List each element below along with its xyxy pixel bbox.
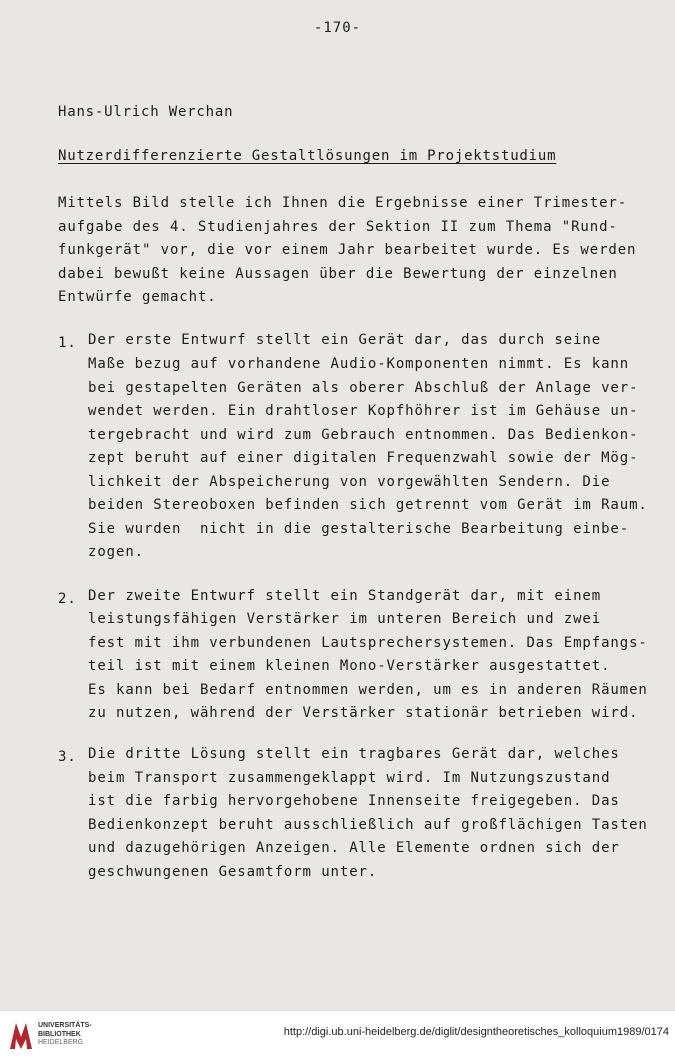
- list-line: bei gestapelten Geräten als oberer Abschluß der Anlage ver-: [88, 380, 639, 396]
- list-line: Der erste Entwurf stellt ein Gerät dar, das durch seine: [88, 332, 602, 348]
- list-line: tergebracht und wird zum Gebrauch entnommen. Das Bedienkon-: [88, 427, 639, 443]
- list-line: Sie wurden nicht in die gestalterische Bearbeitung einbe-: [88, 521, 630, 537]
- list-line: Bedienkonzept beruht ausschließlich auf großflächigen Tasten: [88, 817, 648, 833]
- list-marker: 1.: [58, 335, 77, 351]
- list-line: fest mit ihm verbundenen Lautsprechersystemen. Das Empfangs-: [88, 635, 648, 651]
- library-name: [38, 1022, 92, 1048]
- list-line: zu nutzen, während der Verstärker stationär betrieben wird.: [88, 705, 639, 721]
- intro-line: Entwürfe gemacht.: [58, 289, 217, 305]
- source-url-link[interactable]: http://digi.ub.uni-heidelberg.de/diglit/designtheoretisches_kolloquium1989/0174: [283, 1026, 669, 1038]
- list-line: teil ist mit einem kleinen Mono-Verstärker ausgestattet.: [88, 658, 611, 674]
- list-line: zept beruht auf einer digitalen Frequenzwahl sowie der Mög-: [88, 450, 639, 466]
- article-title: Nutzerdifferenzierte Gestaltlösungen im Projektstudium: [58, 148, 557, 164]
- list-line: und dazugehörigen Anzeigen. Alle Elemente ordnen sich der: [88, 840, 620, 856]
- library-logo-icon: [8, 1019, 34, 1051]
- list-marker: 2.: [58, 591, 77, 607]
- list-line: Der zweite Entwurf stellt ein Standgerät dar, mit einem: [88, 588, 602, 604]
- list-line: Die dritte Lösung stellt ein tragbares Gerät dar, welches: [88, 746, 620, 762]
- list-line: geschwungenen Gesamtform unter.: [88, 864, 378, 880]
- list-line: leistungsfähigen Verstärker im unteren Bereich und zwei: [88, 611, 602, 627]
- list-marker: 3.: [58, 749, 77, 765]
- intro-line: dabei bewußt keine Aussagen über die Bewertung der einzelnen: [58, 266, 618, 282]
- list-line: beiden Stereoboxen befinden sich getrennt vom Gerät im Raum.: [88, 497, 648, 513]
- intro-line: aufgabe des 4. Studienjahres der Sektion II zum Thema "Rund-: [58, 219, 618, 235]
- library-name-line: BIBLIOTHEK: [38, 1030, 81, 1038]
- list-line: ist die farbig hervorgehobene Innenseite freigegeben. Das: [88, 793, 620, 809]
- list-line: lichkeit der Abspeicherung von vorgewählten Sendern. Die: [88, 474, 611, 490]
- list-line: wendet werden. Ein drahtloser Kopfhöhrer ist im Gehäuse un-: [88, 403, 639, 419]
- list-line: beim Transport zusammengeklappt wird. Im Nutzungszustand: [88, 770, 611, 786]
- list-line: zogen.: [88, 544, 144, 560]
- list-line: Es kann bei Bedarf entnommen werden, um es in anderen Räumen: [88, 682, 648, 698]
- author-name: Hans-Ulrich Werchan: [58, 104, 234, 120]
- list-line: Maße bezug auf vorhandene Audio-Komponenten nimmt. Es kann: [88, 356, 630, 372]
- intro-line: Mittels Bild stelle ich Ihnen die Ergebnisse einer Trimester-: [58, 195, 628, 211]
- library-name-line: HEIDELBERG: [38, 1039, 84, 1046]
- intro-line: funkgerät" vor, die vor einem Jahr bearbeitet wurde. Es werden: [58, 242, 637, 258]
- logo-shape: [10, 1023, 32, 1049]
- digitization-footer: [0, 1010, 675, 1060]
- page-number: -170-: [313, 20, 362, 36]
- library-name-line: UNIVERSITÄTS-: [38, 1022, 92, 1029]
